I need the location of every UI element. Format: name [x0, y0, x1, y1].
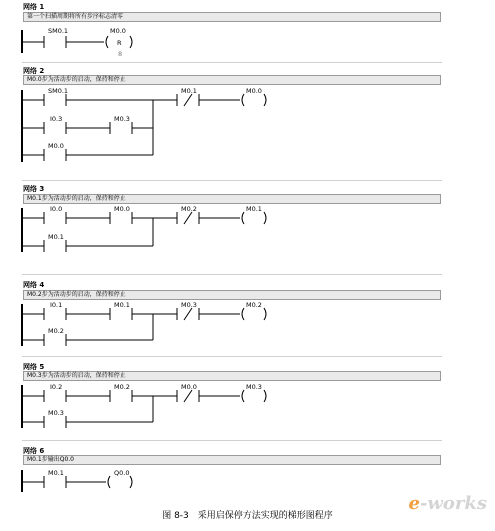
contact-label: M0.1 — [114, 301, 130, 309]
coil-label: M0.2 — [246, 301, 262, 309]
coil-count: 8 — [118, 50, 123, 58]
coil — [242, 94, 266, 106]
network-3-comment: M0.1步为活动步的启动，保持和停止 — [23, 194, 441, 204]
network-6-comment: M0.1步输出Q0.0 — [23, 455, 441, 465]
network-3-title: 网络 3 — [23, 185, 45, 193]
coil — [242, 308, 266, 320]
contact-no — [110, 308, 132, 320]
network-1-comment: 第一个扫描周期将所有步序标志清零 — [23, 12, 441, 22]
contact-nc — [177, 212, 199, 224]
contact-no — [44, 122, 66, 134]
network-4-title: 网络 4 — [23, 281, 45, 289]
contact-label: M0.3 — [114, 115, 130, 123]
contact-label: I0.0 — [50, 205, 63, 213]
network-4-rung — [22, 301, 266, 346]
coil-label: M0.0 — [246, 87, 262, 95]
coil — [242, 212, 266, 224]
contact-nc — [177, 308, 199, 320]
contact-label: M0.0 — [48, 142, 64, 150]
contact-label: I0.2 — [50, 383, 63, 391]
contact-label: SM0.1 — [48, 27, 69, 35]
contact-label: M0.3 — [48, 409, 64, 417]
contact-no — [110, 390, 132, 402]
contact-no — [44, 416, 66, 428]
watermark-prefix: e — [408, 493, 420, 514]
contact-nc — [177, 390, 199, 402]
contact-label: M0.2 — [48, 327, 64, 335]
coil-label: Q0.0 — [114, 469, 130, 477]
contact-label: M0.2 — [114, 383, 130, 391]
contact-no — [44, 334, 66, 346]
network-6-title: 网络 6 — [23, 447, 45, 455]
contact-no — [110, 122, 132, 134]
network-5-comment: M0.3步为活动步的启动，保持和停止 — [23, 371, 441, 381]
contact-label: M0.0 — [181, 383, 197, 391]
network-1-title: 网络 1 — [23, 3, 45, 11]
contact-label: M0.2 — [181, 205, 197, 213]
contact-label: I0.3 — [50, 115, 63, 123]
contact-label: SM0.1 — [48, 87, 69, 95]
contact-label: M0.3 — [181, 301, 197, 309]
network-2-rung — [22, 87, 266, 162]
contact-no — [44, 94, 66, 106]
contact-no — [44, 308, 66, 320]
coil-label: M0.0 — [110, 27, 126, 35]
coil-type: R — [117, 39, 122, 47]
contact-no — [44, 36, 66, 48]
network-1-rung — [22, 27, 132, 58]
contact-nc — [177, 94, 199, 106]
network-2-comment: M0.0步为活动步的启动，保持和停止 — [23, 75, 441, 85]
contact-label: M0.1 — [48, 469, 64, 477]
figure-caption: 图 8-3 采用启保停方法实现的梯形图程序 — [162, 511, 333, 521]
contact-no — [44, 149, 66, 161]
contact-label: I0.1 — [50, 301, 63, 309]
eworks-watermark — [408, 493, 487, 514]
watermark-rest: -works — [419, 493, 487, 514]
contact-no — [44, 476, 66, 488]
contact-label: M0.1 — [48, 233, 64, 241]
contact-label: M0.0 — [114, 205, 130, 213]
network-4-comment: M0.2步为活动步的启动，保持和停止 — [23, 290, 441, 300]
network-2-title: 网络 2 — [23, 67, 45, 75]
contact-label: M0.1 — [181, 87, 197, 95]
contact-no — [44, 212, 66, 224]
contact-no — [44, 240, 66, 252]
network-5-title: 网络 5 — [23, 363, 45, 371]
coil — [242, 390, 266, 402]
coil — [108, 476, 132, 488]
network-5-rung — [22, 383, 266, 428]
network-6-rung — [22, 469, 132, 492]
contact-no — [110, 212, 132, 224]
coil-label: M0.1 — [246, 205, 262, 213]
network-3-rung — [22, 205, 266, 252]
coil-label: M0.3 — [246, 383, 262, 391]
contact-no — [44, 390, 66, 402]
